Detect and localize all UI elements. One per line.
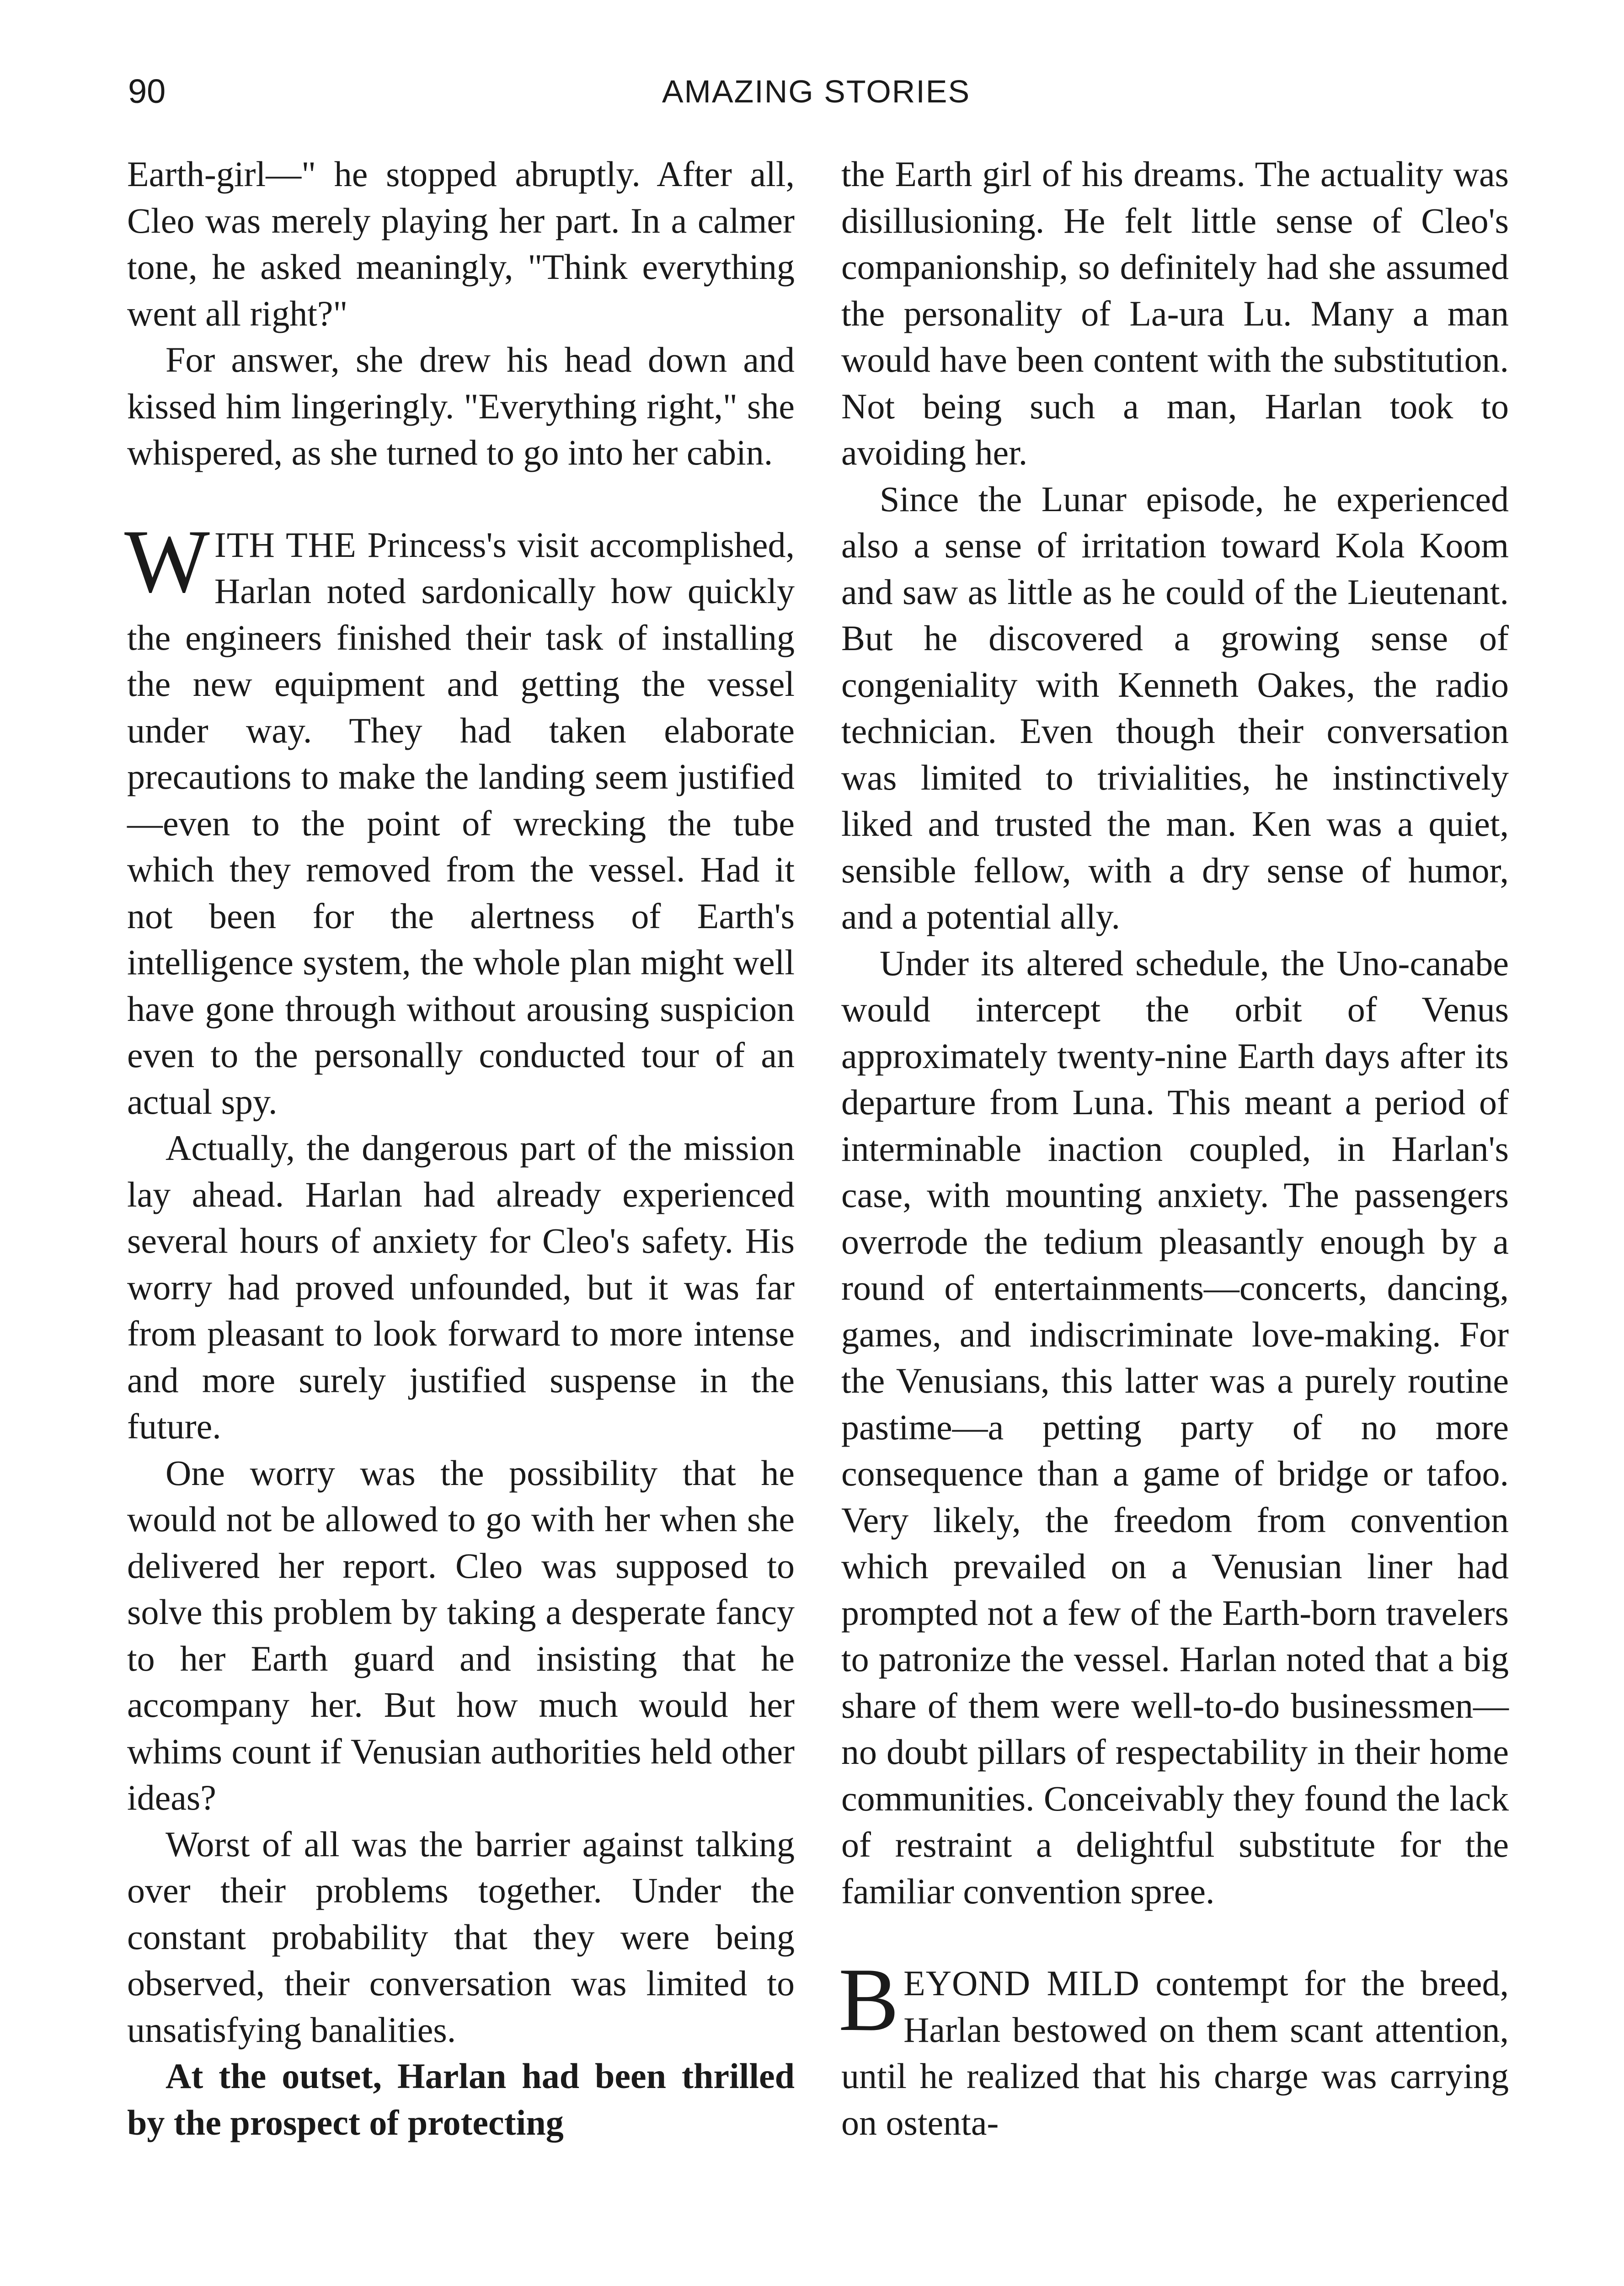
paragraph-text: contempt for the breed, Harlan bestowed on them scant attention, until he realized that his charge was carrying on ostenta- [841, 1963, 1509, 2142]
section-opening-paragraph [124, 511, 795, 1125]
paragraph: Worst of all was the barrier against talking over their problems together. Under the constant probability that they were being observed, their conversation was limited to unsatisfying banalities. [127, 1824, 795, 2050]
drop-cap: B [839, 1950, 899, 2050]
paragraph: At the outset, Harlan had been thrilled by the prospect of protecting [127, 2056, 795, 2142]
left-column [124, 151, 795, 2146]
page-header [128, 69, 1504, 123]
small-caps-lead: EYOND MILD [903, 1963, 1140, 2003]
section-opening-paragraph [839, 1950, 1509, 2146]
paragraph-text: Princess's visit accomplished, Harlan noted sardonically how quickly the engineers finished their task of installing the new equipment and getting the vessel under way. They had taken elaborate precautions to make the landing seem justified—even to the point of wrecking the tube which they removed from the vessel. Had it not been for the alertness of Earth's intelligence system, the whole plan might well have gone through without arousing suspicion even to the personally conducted tour of an actual spy. [127, 524, 795, 1122]
paragraph: For answer, she drew his head down and kissed him lingeringly. "Everything right," she whispered, as she turned to go into her cabin. [127, 340, 795, 472]
running-head: AMAZING STORIES [662, 74, 971, 109]
paragraph: One worry was the possibility that he would not be allowed to go with her when she delivered her report. Cleo was supposed to solve this problem by taking a desperate fancy to her Earth guard and insisting that he accompany her. But how much would her whims count if Venusian authorities held other ideas? [127, 1453, 795, 1817]
paragraph: Since the Lunar episode, he experienced also a sense of irritation toward Kola Koom and saw as little as he could of the Lieutenant. But he discovered a growing sense of congeniality with Kenneth Oakes, the radio technician. Even though their conversation was limited to trivialities, he instinctively liked and trusted the man. Ken was a quiet, sensible fellow, with a dry sense of humor, and a potential ally. [841, 479, 1509, 936]
drop-cap: W [124, 511, 210, 611]
paragraph: Under its altered schedule, the Uno-canabe would intercept the orbit of Venus approximately twenty-nine Earth days after its departure from Luna. This meant a period of interminable inaction coupled, in Harlan's case, with mounting anxiety. The passengers overrode the tedium pleasantly enough by a round of entertainments—concerts, dancing, games, and indiscriminate love-making. For the Venusians, this latter was a purely routine pastime—a petting party of no more consequence than a game of bridge or tafoo. Very likely, the freedom from convention which prevailed on a Venusian liner had prompted not a few of the Earth-born travelers to patronize the vessel. Harlan noted that a big share of them were well-to-do businessmen—no doubt pillars of respectability in their home communities. Conceivably they found the lack of restraint a delightful substitute for the familiar convention spree. [841, 943, 1509, 1911]
small-caps-lead: ITH THE [214, 524, 357, 565]
paragraph: Earth-girl—" he stopped abruptly. After all, Cleo was merely playing her part. In a calmer tone, he asked meaningly, "Think everything went all right?" [127, 154, 795, 333]
right-column [841, 151, 1509, 2146]
page-number: 90 [128, 72, 166, 110]
paragraph: Actually, the dangerous part of the mission lay ahead. Harlan had already experienced several hours of anxiety for Cleo's safety. His worry had proved unfounded, but it was far from pleasant to look forward to more intense and more surely justified suspense in the future. [127, 1128, 795, 1446]
paragraph: the Earth girl of his dreams. The actuality was disillusioning. He felt little sense of Cleo's companionship, so definitely had she assumed the personality of La-ura Lu. Many a man would have been content with the substitution. Not being such a man, Harlan took to avoiding her. [841, 154, 1509, 472]
